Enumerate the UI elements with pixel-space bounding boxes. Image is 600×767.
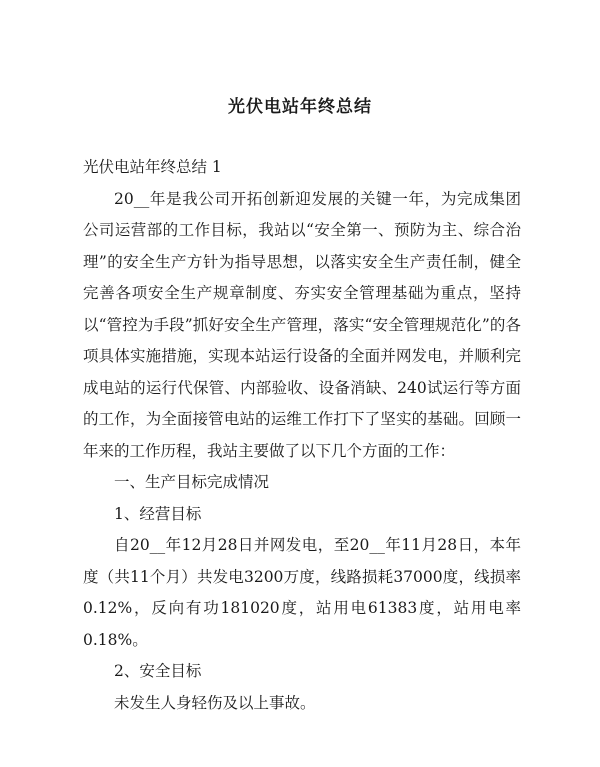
safety-goals-paragraph: 未发生人身轻伤及以上事故。 — [114, 693, 316, 712]
heading-safety-goals: 2、安全目标 — [114, 662, 202, 680]
document-title: 光伏电站年终总结 — [228, 97, 372, 117]
section-subtitle: 光伏电站年终总结 1 — [83, 158, 222, 176]
business-goals-paragraph: 自20__年12月28日并网发电，至20__年11月28日，本年度（共11个月）共发电3200万度，线路损耗37000度，线损率0.12%，反向有功181020度，站用电61383度，站用电率0.18%。 — [83, 536, 521, 649]
heading-business-goals: 1、经营目标 — [114, 504, 202, 523]
intro-paragraph: 20__年是我公司开拓创新迎发展的关键一年，为完成集团公司运营部的工作目标，我站以“安全第一、预防为主、综合治理”的安全生产方针为指导思想，以落实安全生产责任制，健全完善各项安全生产规章制度、夯实安全管理基础为重点，坚持以“管控为手段”抓好安全生产管理，落实“安全管理规范化”的各项具体实施措施，实现本站运行设备的全面并网发电，并顺利完成电站的运行代保管、内部验收、设备消缺、240试运行等方面的工作，为全面接管电站的运维工作打下了坚实的基础。回顾一年来的工作历程，我站主要做了以下几个方面的工作： — [83, 189, 521, 460]
heading-production-goals: 一、生产目标完成情况 — [114, 473, 270, 491]
document-body — [83, 152, 521, 719]
